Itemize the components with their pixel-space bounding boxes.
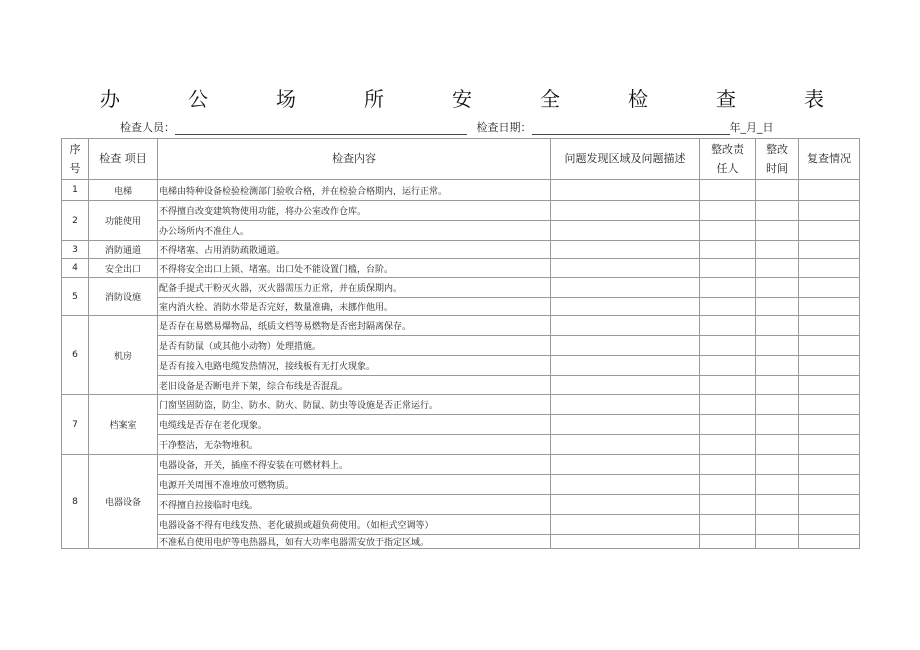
header-review: 复查情况 — [799, 139, 860, 180]
owner-cell[interactable] — [700, 455, 756, 475]
table-row — [62, 435, 860, 455]
meta-line — [120, 119, 774, 135]
date-underline — [532, 123, 730, 135]
row-content: 电器设备不得有电线发热、老化破损或超负荷使用。（如柜式空调等） — [158, 515, 551, 535]
row-item: 消防设施 — [89, 278, 158, 316]
row-content: 不得堵塞、占用消防疏散通道。 — [158, 241, 551, 259]
row-content: 室内消火栓、消防水带是否完好，数量准确，未挪作他用。 — [158, 298, 551, 316]
row-number: 8 — [62, 455, 89, 549]
owner-cell[interactable] — [700, 376, 756, 395]
row-item: 电梯 — [89, 180, 158, 201]
issues-cell[interactable] — [551, 298, 700, 316]
title-char: 办 — [100, 86, 120, 111]
owner-cell[interactable] — [700, 259, 756, 278]
time-cell[interactable] — [756, 356, 799, 376]
review-cell[interactable] — [799, 221, 860, 241]
row-number: 5 — [62, 278, 89, 316]
table-row — [62, 278, 860, 298]
time-cell[interactable] — [756, 180, 799, 201]
row-content: 是否有接入电路电缆发热情况，接线板有无打火现象。 — [158, 356, 551, 376]
title-char: 表 — [804, 86, 824, 111]
time-cell[interactable] — [756, 259, 799, 278]
title-char: 查 — [716, 86, 736, 111]
table-row — [62, 376, 860, 395]
time-cell[interactable] — [756, 316, 799, 336]
row-content: 不得将安全出口上锁、堵塞。出口处不能设置门槛，台阶。 — [158, 259, 551, 278]
issues-cell[interactable] — [551, 395, 700, 415]
table-row — [62, 336, 860, 356]
review-cell[interactable] — [799, 356, 860, 376]
row-content: 干净整洁，无杂物堆积。 — [158, 435, 551, 455]
inspection-table — [61, 138, 860, 549]
row-item: 安全出口 — [89, 259, 158, 278]
review-cell[interactable] — [799, 515, 860, 535]
issues-cell[interactable] — [551, 415, 700, 435]
review-cell[interactable] — [799, 475, 860, 495]
row-item: 功能使用 — [89, 201, 158, 241]
issues-cell[interactable] — [551, 221, 700, 241]
owner-cell[interactable] — [700, 201, 756, 221]
title-char: 安 — [452, 86, 472, 111]
time-cell[interactable] — [756, 515, 799, 535]
owner-cell[interactable] — [700, 495, 756, 515]
owner-cell[interactable] — [700, 515, 756, 535]
time-cell[interactable] — [756, 415, 799, 435]
row-content: 不准私自使用电炉等电热器具，如有大功率电器需安放于指定区域。 — [158, 535, 551, 549]
issues-cell[interactable] — [551, 241, 700, 259]
issues-cell[interactable] — [551, 495, 700, 515]
table-row — [62, 356, 860, 376]
time-cell[interactable] — [756, 241, 799, 259]
header-time: 整改时间 — [756, 139, 799, 180]
row-content: 配备手提式干粉灭火器，灭火器需压力正常，并在质保期内。 — [158, 278, 551, 298]
time-cell[interactable] — [756, 278, 799, 298]
review-cell[interactable] — [799, 298, 860, 316]
owner-cell[interactable] — [700, 298, 756, 316]
issues-cell[interactable] — [551, 515, 700, 535]
title-char: 全 — [540, 86, 560, 111]
issues-cell[interactable] — [551, 336, 700, 356]
owner-cell[interactable] — [700, 278, 756, 298]
inspector-underline — [175, 123, 467, 135]
owner-cell[interactable] — [700, 316, 756, 336]
time-cell[interactable] — [756, 201, 799, 221]
table-row — [62, 475, 860, 495]
table-row — [62, 415, 860, 435]
row-number: 3 — [62, 241, 89, 259]
row-content: 是否存在易燃易爆物品，纸质文档等易燃物是否密封隔离保存。 — [158, 316, 551, 336]
row-content: 电梯由特种设备检验检测部门验收合格，并在检验合格期内，运行正常。 — [158, 180, 551, 201]
row-number: 4 — [62, 259, 89, 278]
header-issues: 问题发现区域及问题描述 — [551, 139, 700, 180]
issues-cell[interactable] — [551, 455, 700, 475]
issues-cell[interactable] — [551, 356, 700, 376]
table-row — [62, 316, 860, 336]
review-cell[interactable] — [799, 495, 860, 515]
table-row — [62, 259, 860, 278]
time-cell[interactable] — [756, 395, 799, 415]
row-item: 档案室 — [89, 395, 158, 455]
issues-cell[interactable] — [551, 475, 700, 495]
review-cell[interactable] — [799, 278, 860, 298]
table-row — [62, 535, 860, 549]
issues-cell[interactable] — [551, 180, 700, 201]
review-cell[interactable] — [799, 336, 860, 356]
table-row — [62, 395, 860, 415]
table-row — [62, 241, 860, 259]
issues-cell[interactable] — [551, 278, 700, 298]
inspector-label: 检查人员： — [120, 121, 175, 134]
title-char: 场 — [276, 86, 296, 111]
row-content: 不得擅自改变建筑物使用功能，将办公室改作仓库。 — [158, 201, 551, 221]
time-cell[interactable] — [756, 475, 799, 495]
table-row — [62, 221, 860, 241]
time-cell[interactable] — [756, 336, 799, 356]
owner-cell[interactable] — [700, 435, 756, 455]
row-number: 1 — [62, 180, 89, 201]
issues-cell[interactable] — [551, 535, 700, 549]
owner-cell[interactable] — [700, 241, 756, 259]
header-content: 检查内容 — [158, 139, 551, 180]
table-row — [62, 455, 860, 475]
review-cell[interactable] — [799, 455, 860, 475]
page-title — [100, 82, 824, 112]
time-cell[interactable] — [756, 535, 799, 549]
row-number: 2 — [62, 201, 89, 241]
owner-cell[interactable] — [700, 180, 756, 201]
table-row — [62, 180, 860, 201]
title-char: 公 — [188, 86, 208, 111]
table-row — [62, 201, 860, 221]
header-item: 检查 项目 — [89, 139, 158, 180]
review-cell[interactable] — [799, 316, 860, 336]
issues-cell[interactable] — [551, 435, 700, 455]
owner-cell[interactable] — [700, 221, 756, 241]
owner-cell[interactable] — [700, 336, 756, 356]
time-cell[interactable] — [756, 298, 799, 316]
row-item: 机房 — [89, 316, 158, 395]
row-content: 门窗坚固防盗，防尘、防水、防火、防鼠、防虫等设施是否正常运行。 — [158, 395, 551, 415]
title-char: 检 — [628, 86, 648, 111]
header-owner: 整改责任人 — [700, 139, 756, 180]
owner-cell[interactable] — [700, 415, 756, 435]
issues-cell[interactable] — [551, 259, 700, 278]
review-cell[interactable] — [799, 415, 860, 435]
time-cell[interactable] — [756, 376, 799, 395]
row-content: 不得擅自拉接临时电线。 — [158, 495, 551, 515]
row-content: 电器设备，开关，插座不得安装在可燃材料上。 — [158, 455, 551, 475]
review-cell[interactable] — [799, 535, 860, 549]
time-cell[interactable] — [756, 495, 799, 515]
review-cell[interactable] — [799, 435, 860, 455]
owner-cell[interactable] — [700, 535, 756, 549]
header-no: 序号 — [62, 139, 89, 180]
row-number: 6 — [62, 316, 89, 395]
row-content: 办公场所内不准住人。 — [158, 221, 551, 241]
table-row — [62, 515, 860, 535]
row-content: 电缆线是否存在老化现象。 — [158, 415, 551, 435]
row-content: 电源开关周围不准堆放可燃物质。 — [158, 475, 551, 495]
table-row — [62, 495, 860, 515]
review-cell[interactable] — [799, 376, 860, 395]
row-item: 电器设备 — [89, 455, 158, 549]
review-cell[interactable] — [799, 259, 860, 278]
review-cell[interactable] — [799, 241, 860, 259]
review-cell[interactable] — [799, 201, 860, 221]
row-item: 消防通道 — [89, 241, 158, 259]
review-cell[interactable] — [799, 395, 860, 415]
issues-cell[interactable] — [551, 376, 700, 395]
review-cell[interactable] — [799, 180, 860, 201]
issues-cell[interactable] — [551, 316, 700, 336]
row-content: 是否有防鼠（或其他小动物）处理措施。 — [158, 336, 551, 356]
owner-cell[interactable] — [700, 475, 756, 495]
time-cell[interactable] — [756, 435, 799, 455]
time-cell[interactable] — [756, 221, 799, 241]
owner-cell[interactable] — [700, 356, 756, 376]
date-suffix: 年_月_日 — [729, 121, 774, 134]
time-cell[interactable] — [756, 455, 799, 475]
row-number: 7 — [62, 395, 89, 455]
date-label: 检查日期： — [476, 121, 532, 134]
table-row — [62, 298, 860, 316]
row-content: 老旧设备是否断电并下架，综合布线是否混乱。 — [158, 376, 551, 395]
title-char: 所 — [364, 86, 384, 111]
issues-cell[interactable] — [551, 201, 700, 221]
owner-cell[interactable] — [700, 395, 756, 415]
